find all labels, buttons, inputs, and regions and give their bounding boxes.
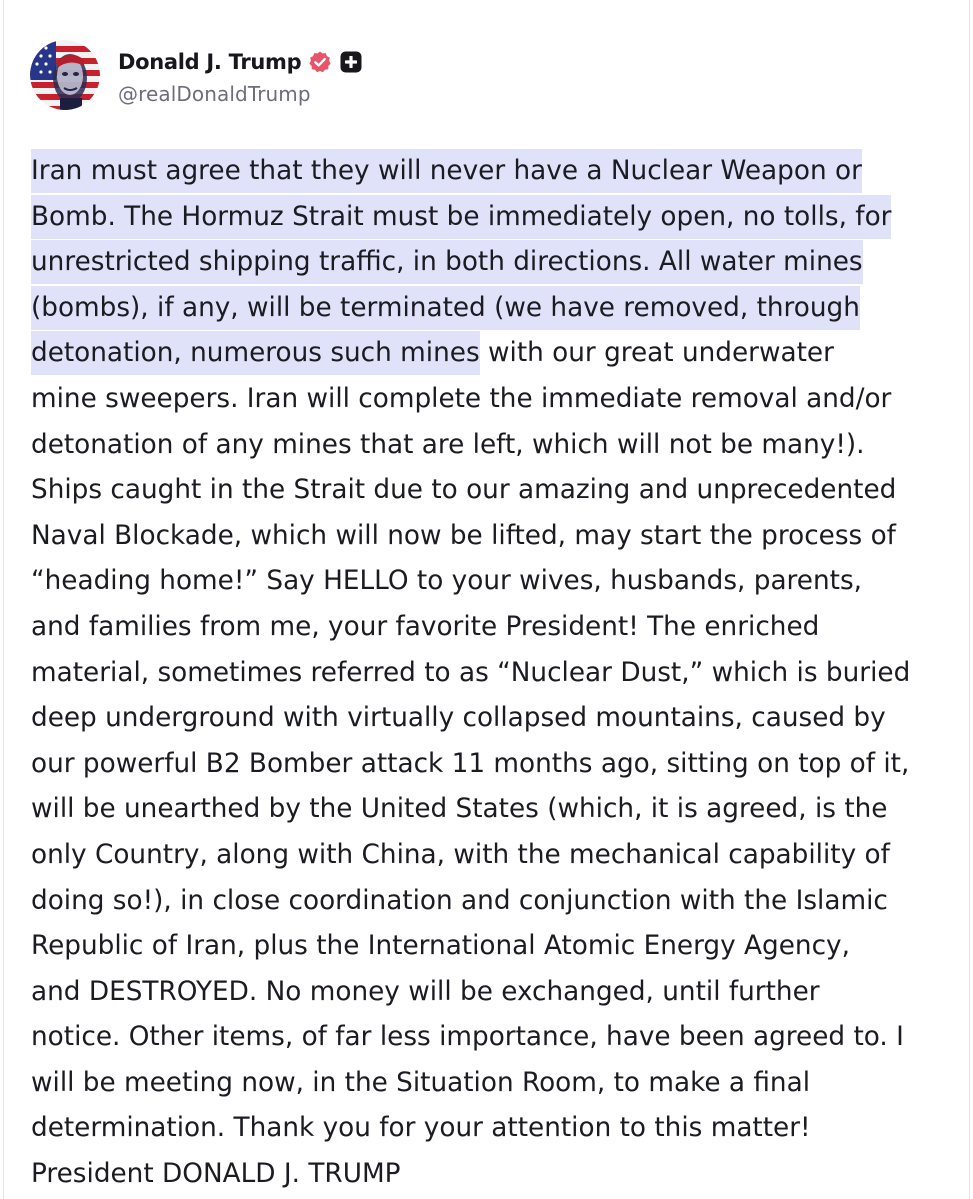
card-border-left xyxy=(3,0,4,1199)
author-identity xyxy=(118,45,363,106)
verified-badge-icon xyxy=(308,50,332,74)
selected-text-highlight[interactable]: Iran must agree that they will never have a Nuclear Weapon or Bomb. The Hormuz Strait must be immediately open, no tolls, for unrestricted shipping traffic, in both directions. All water mines (bombs), if any, will be terminated (we have removed, through detonation, numerous such mines xyxy=(31,149,891,375)
avatar-image xyxy=(30,40,100,110)
post-body-rest[interactable]: with our great underwater mine sweepers. Iran will complete the immediate removal and/or detonation of any mines that are left, which will not be many!). Ships caught in the Strait due to our amazing and unprecedented Naval Blockade, which will now be lifted, may start the process of “heading home!” Say HELLO to your wives, husbands, parents, and families from me, your favorite President! The enriched material, sometimes referred to as “Nuclear Dust,” which is buried deep underground with virtually collapsed mountains, caused by our powerful B2 Bomber attack 11 months ago, sitting on top of it, will be unearthed by the United States (which, it is agreed, is the only Country, along with China, with the mechanical capability of doing so!), in close coordination and conjunction with the Islamic Republic of Iran, plus the International Atomic Energy Agency, and DESTROYED. No money will be exchanged, until further notice. Other items, of far less importance, have been agreed to. I will be meeting now, in the Situation Room, to make a final determination. Thank you for your attention to this matter! President DONALD J. TRUMP xyxy=(31,338,911,1190)
post-header xyxy=(30,40,363,110)
avatar[interactable] xyxy=(30,40,100,110)
post-body-text xyxy=(31,149,966,1198)
plus-badge-icon xyxy=(339,50,363,74)
card-border-right xyxy=(969,0,970,1199)
name-row xyxy=(118,45,363,79)
author-handle[interactable]: @realDonaldTrump xyxy=(118,81,311,106)
author-display-name[interactable]: Donald J. Trump xyxy=(118,49,302,74)
